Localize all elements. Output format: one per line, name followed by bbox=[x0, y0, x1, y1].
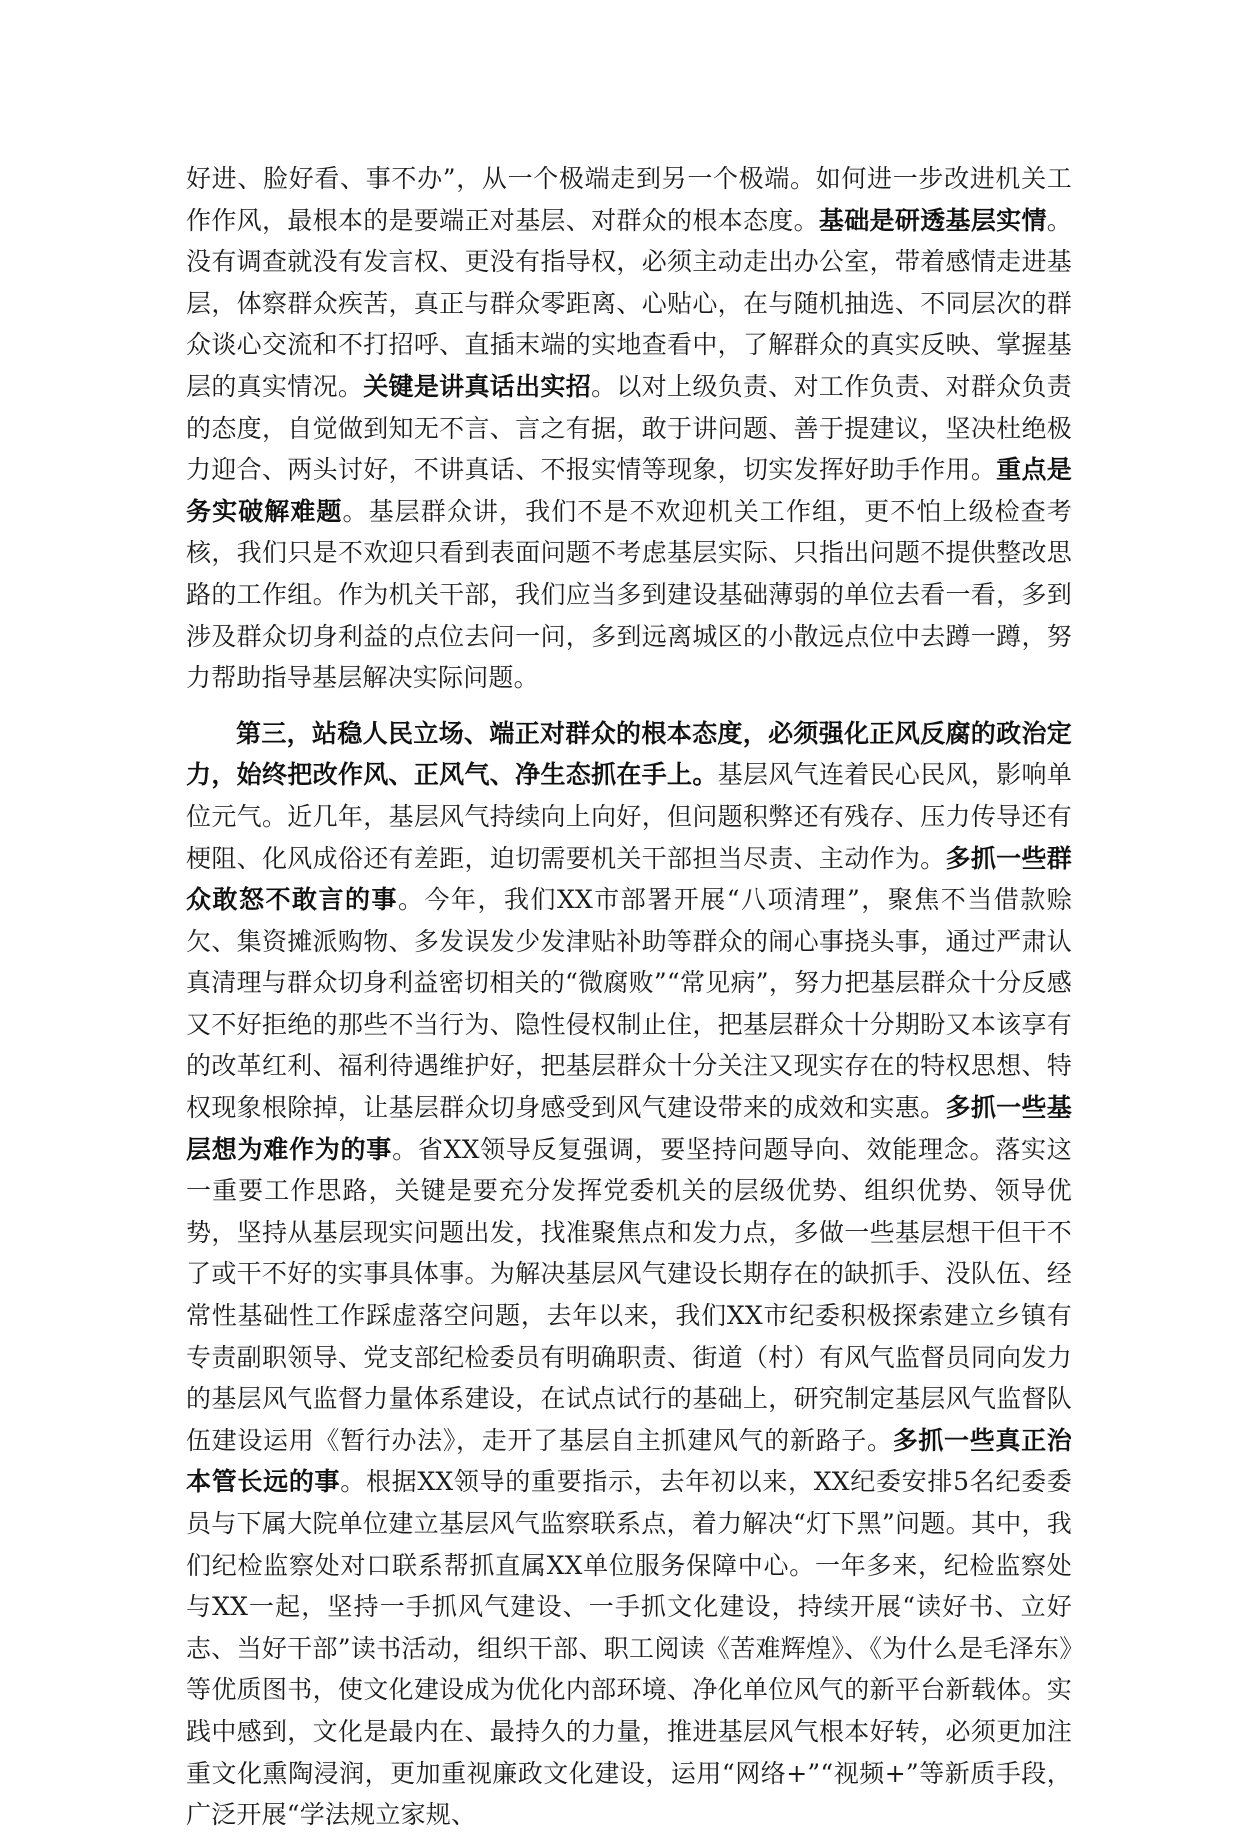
emphasis-heading: 基础是研透基层实情 bbox=[818, 205, 1047, 235]
emphasis-heading: 多抓一些真正治本管长远的事 bbox=[186, 1425, 1072, 1497]
emphasis-heading: 多抓一些基层想为难作为的事 bbox=[186, 1093, 1072, 1164]
section-lead: 第三，站稳人民立场、端正对群众的根本态度，必须强化正风反腐的政治定力，始终把改作风、正风气、净生态抓在手上。 bbox=[186, 718, 1072, 790]
body-paragraph bbox=[186, 158, 1072, 699]
paragraph-text: 。没有调查就没有发言权、更没有指导权，必须主动走出办公室，带着感情走进基层，体察群众疾苦，真正与群众零距离、心贴心，在与随机抽选、不同层次的群众谈心交流和不打招呼、直插末端的实地查看中，了解群众的真实反映、掌握基层的真实情况。 bbox=[186, 205, 1072, 401]
paragraph-text: 。省XX领导反复强调，要坚持问题导向、效能理念。落实这一重要工作思路，关键是要充分发挥党委机关的层级优势、组织优势、领导优势，坚持从基层现实问题出发，找准聚焦点和发力点，多做一些基层想干但干不了或干不好的实事具体事。为解决基层风气建设长期存在的缺抓手、没队伍、经常性基础性工作踩虚落空问题，去年以来，我们XX市纪委积极探索建立乡镇有专责副职领导、党支部纪检委员有明确职责、街道（村）有风气监督员同向发力的基层风气监督力量体系建设，在试点试行的基础上，研究制定基层风气监督队伍建设运用《暂行办法》，走开了基层自主抓建风气的新路子。 bbox=[186, 1134, 1072, 1455]
paragraph-text: 。基层群众讲，我们不是不欢迎机关工作组，更不怕上级检查考核，我们只是不欢迎只看到表面问题不考虑基层实际、只指出问题不提供整改思路的工作组。作为机关干部，我们应当多到建设基础薄弱的单位去看一看，多到涉及群众切身利益的点位去问一问，多到远离城区的小散远点位中去蹲一蹲，努力帮助指导基层解决实际问题。 bbox=[186, 496, 1072, 693]
emphasis-heading: 重点是务实破解难题 bbox=[186, 455, 1072, 526]
paragraph-text: 好进、脸好看、事不办”，从一个极端走到另一个极端。如何进一步改进机关工作作风，最根本的是要端正对基层、对群众的根本态度。 bbox=[186, 164, 1072, 235]
paragraph-text: 。根据XX领导的重要指示，去年初以来，XX纪委安排5名纪委委员与下属大院单位建立基层风气监察联系点，着力解决“灯下黑”问题。其中，我们纪检监察处对口联系帮抓直属XX单位服务保障中心。一年多来，纪检监察处与XX一起，坚持一手抓风气建设、一手抓文化建设，持续开展“读好书、立好志、当好干部”读书活动，组织干部、职工阅读《苦难辉煌》、《为什么是毛泽东》等优质图书，使文化建设成为优化内部环境、净化单位风气的新平台新载体。实践中感到，文化是最内在、最持久的力量，推进基层风气根本好转，必须更加注重文化熏陶浸润，更加重视廉政文化建设，运用“网络+”“视频+”等新质手段，广泛开展“学法规立家规、 bbox=[186, 1467, 1073, 1830]
body-paragraph bbox=[186, 713, 1072, 1836]
document-page bbox=[186, 158, 1072, 1836]
emphasis-heading: 关键是讲真话出实招 bbox=[363, 371, 592, 401]
emphasis-heading: 多抓一些群众敢怒不敢言的事 bbox=[186, 843, 1072, 915]
paragraph-text: 。以对上级负责、对工作负责、对群众负责的态度，自觉做到知无不言、言之有据，敢于讲问题、善于提建议，坚决杜绝极力迎合、两头讨好，不讲真话、不报实情等现象，切实发挥好助手作用。 bbox=[186, 371, 1072, 485]
paragraph-text: 。今年，我们XX市部署开展“八项清理”，聚焦不当借款赊欠、集资摊派购物、多发误发少发津贴补助等群众的闹心事挠头事，通过严肃认真清理与群众切身利益密切相关的“微腐败”“常见病”，努力把基层群众十分反感又不好拒绝的那些不当行为、隐性侵权制止住，把基层群众十分期盼又本该享有的改革红利、福利待遇维护好，把基层群众十分关注又现实存在的特权思想、特权现象根除掉，让基层群众切身感受到风气建设带来的成效和实惠。 bbox=[186, 885, 1072, 1123]
paragraph-text: 基层风气连着民心民风，影响单位元气。近几年，基层风气持续向上向好，但问题积弊还有残存、压力传导还有梗阻、化风成俗还有差距，迫切需要机关干部担当尽责、主动作为。 bbox=[186, 760, 1072, 873]
